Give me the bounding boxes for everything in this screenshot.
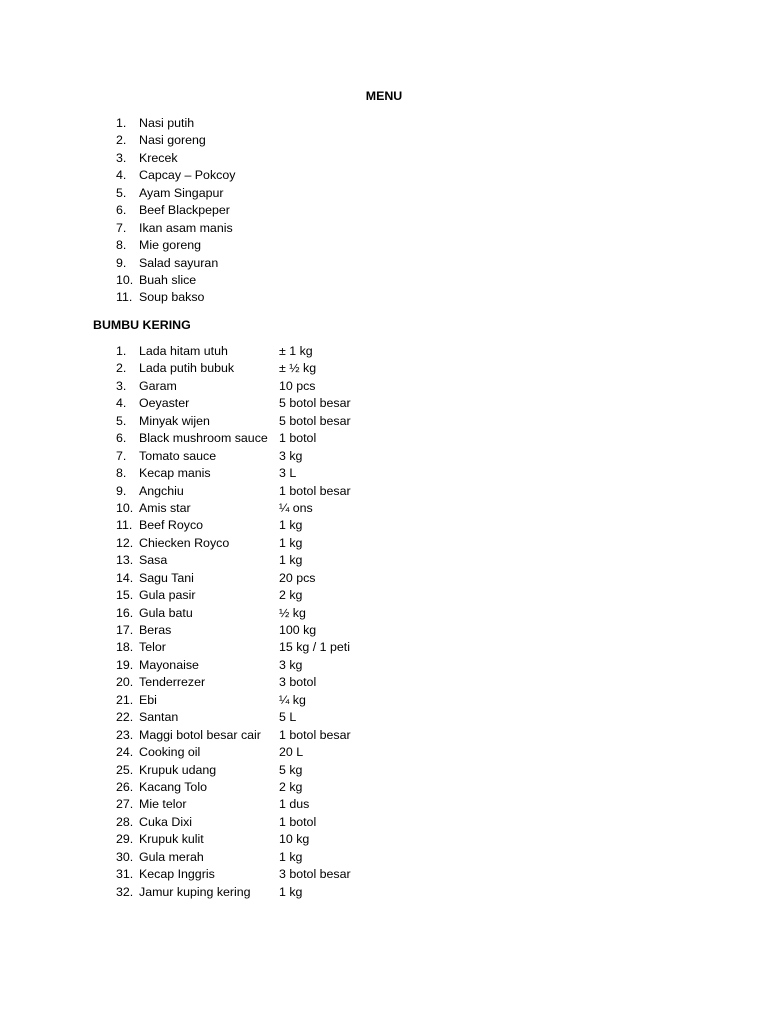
item-name: Garam [139,378,177,393]
item-name: Santan [139,710,179,725]
item-name: Tomato sauce [139,448,217,463]
item-name: Beras [139,623,172,637]
item-name: Sagu Tani [139,570,194,585]
item-quantity: 1 kg [279,884,303,899]
item-number: 4. [116,396,127,411]
item-number: 27. [116,797,134,812]
item-number: 5. [116,413,127,428]
item-number: 19. [116,657,134,672]
item-number: 8. [116,466,127,481]
item-name: Nasi goreng [139,133,206,148]
item-number: 1. [116,116,127,130]
item-name: Maggi botol besar cair [139,727,261,742]
item-name: Krecek [139,150,178,165]
item-number: 4. [116,168,127,183]
item-quantity: 1 dus [279,797,310,812]
item-name: Salad sayuran [139,255,219,270]
item-number: 16. [116,605,134,620]
item-number: 7. [116,448,127,463]
item-number: 14. [116,570,134,585]
item-number: 22. [116,710,134,725]
item-quantity: ½ kg [279,605,306,620]
item-number: 24. [116,745,134,760]
item-name: Kecap Inggris [139,867,215,882]
item-quantity: 3 botol [279,675,317,690]
item-quantity: 5 botol besar [279,413,351,428]
section-heading: BUMBU KERING [93,318,191,332]
item-name: Jamur kuping kering [139,884,251,899]
item-name: Capcay – Pokcoy [139,168,236,183]
item-quantity: ± 1 kg [279,344,313,358]
item-number: 25. [116,762,134,777]
item-name: Soup bakso [139,290,205,305]
item-quantity: 1 kg [279,535,303,550]
item-name: Angchiu [139,483,184,498]
item-number: 3. [116,378,127,393]
item-number: 15. [116,588,134,603]
item-number: 30. [116,849,134,864]
item-number: 21. [116,692,134,707]
item-name: Lada hitam utuh [139,344,228,358]
item-quantity: 5 botol besar [279,396,351,411]
item-quantity: 100 kg [279,623,317,637]
item-number: 7. [116,220,127,235]
item-name: Krupuk udang [139,762,217,777]
item-name: Ikan asam manis [139,220,233,235]
item-quantity: 2 kg [279,588,303,603]
item-name: Cuka Dixi [139,814,193,829]
item-quantity: 1 botol [279,431,317,446]
item-number: 11. [116,518,133,533]
item-name: Cooking oil [139,745,201,760]
item-quantity: 2 kg [279,779,303,794]
item-quantity: 1 kg [279,849,303,864]
item-name: Ayam Singapur [139,185,224,200]
item-number: 18. [116,640,134,655]
item-number: 6. [116,431,127,446]
item-number: 2. [116,361,127,376]
item-number: 20. [116,675,134,690]
page-title: MENU [365,89,403,103]
item-name: Tenderrezer [139,675,206,690]
item-name: Gula merah [139,849,204,864]
item-quantity: 10 pcs [279,378,316,393]
item-name: Sasa [139,553,168,568]
item-name: Mayonaise [139,657,199,672]
item-number: 13. [116,553,134,568]
item-number: 31. [116,867,134,882]
item-number: 28. [116,814,134,829]
item-number: 1. [116,344,127,358]
item-number: 2. [116,133,127,148]
item-quantity: 1 botol besar [279,727,351,742]
item-name: Telor [139,640,166,655]
item-number: 8. [116,238,127,253]
item-number: 26. [116,779,134,794]
item-quantity: 3 kg [279,448,303,463]
item-quantity: ¼ ons [279,500,313,515]
item-name: Ebi [139,692,157,707]
item-name: Chiecken Royco [139,535,230,550]
item-number: 3. [116,150,127,165]
item-name: Buah slice [139,272,197,287]
item-name: Beef Royco [139,518,204,533]
item-number: 6. [116,203,127,218]
item-number: 23. [116,727,134,742]
item-quantity: 3 kg [279,657,303,672]
item-name: Kacang Tolo [139,779,207,794]
item-name: Mie goreng [139,238,201,253]
item-name: Amis star [139,500,191,515]
item-quantity: 20 pcs [279,570,316,585]
item-name: Mie telor [139,797,187,812]
item-number: 10. [116,500,134,515]
item-quantity: 20 L [279,745,304,760]
item-number: 11. [116,290,133,305]
item-name: Krupuk kulit [139,832,204,847]
item-name: Nasi putih [139,116,195,130]
item-quantity: 5 kg [279,762,303,777]
item-quantity: 1 kg [279,553,303,568]
item-name: Beef Blackpeper [139,203,230,218]
item-name: Minyak wijen [139,413,210,428]
item-number: 9. [116,483,127,498]
item-name: Gula batu [139,605,193,620]
item-number: 5. [116,185,127,200]
item-name: Lada putih bubuk [139,361,235,376]
item-quantity: 1 botol [279,814,317,829]
item-quantity: 10 kg [279,832,310,847]
item-number: 29. [116,832,134,847]
item-quantity: ± ½ kg [279,361,317,376]
item-quantity: 5 L [279,710,297,725]
item-name: Black mushroom sauce [139,431,268,446]
item-number: 12. [116,535,134,550]
item-name: Gula pasir [139,588,196,603]
item-name: Kecap manis [139,466,211,481]
item-number: 9. [116,255,127,270]
item-quantity: 3 botol besar [279,867,351,882]
item-number: 10. [116,272,134,287]
item-number: 32. [116,884,134,899]
item-quantity: 1 botol besar [279,483,351,498]
item-name: Oeyaster [139,396,190,411]
item-quantity: 1 kg [279,518,303,533]
item-quantity: 3 L [279,466,297,481]
item-number: 17. [116,623,134,637]
item-quantity: ¼ kg [279,692,306,707]
item-quantity: 15 kg / 1 peti [279,640,350,655]
